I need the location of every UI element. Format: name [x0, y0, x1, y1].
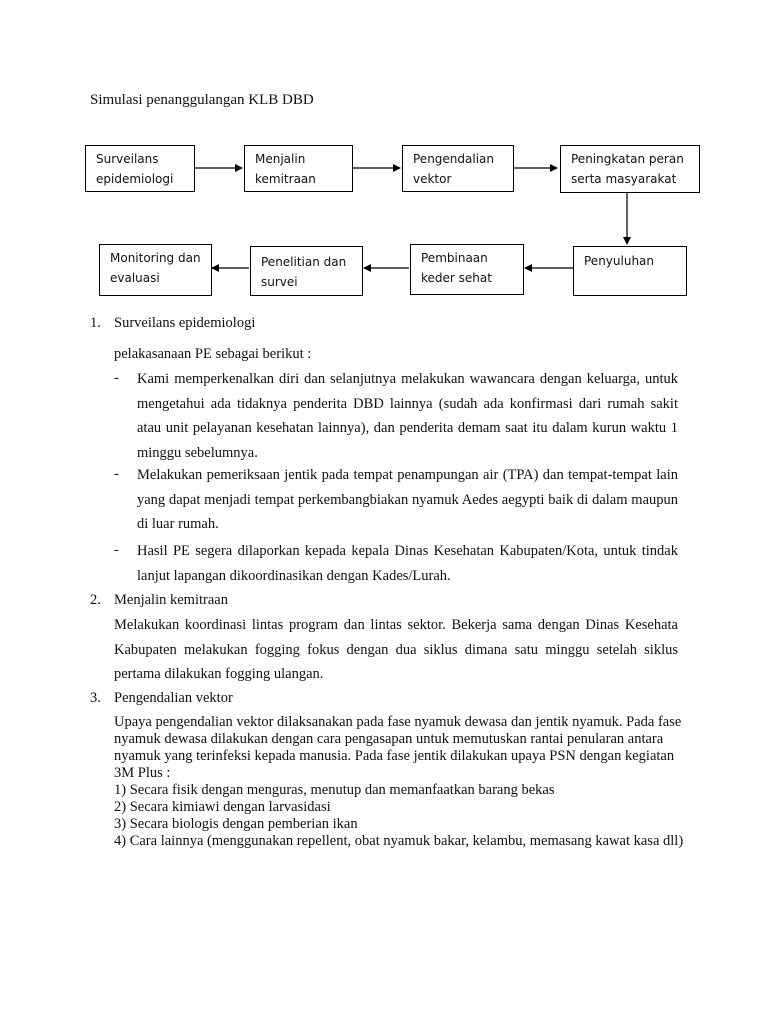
flow-box-kemitraan — [244, 145, 353, 192]
flow-box-line: kemitraan — [255, 172, 316, 186]
section-body: Melakukan koordinasi lintas program dan lintas sektor. Bekerja sama dengan Dinas Kesehata Kabupaten melakukan fogging fokus dengan dua siklus dimana satu minggu setelah siklus pertama dilakukan fogging ulangan. — [114, 617, 678, 682]
section-number: 3. — [90, 690, 101, 706]
section-number: 1. — [90, 315, 101, 331]
flow-box-line: Peningkatan peran — [571, 152, 684, 166]
section-intro: pelakasanaan PE sebagai berikut : — [114, 346, 312, 362]
bullet-text: Melakukan pemeriksaan jentik pada tempat penampungan air (TPA) dan tempat-tempat lain yang dapat menjadi tempat perkembangbiakan nyamuk Aedes aegypti baik di dalam maupun di luar rumah. — [137, 467, 678, 532]
list-item: 1) Secara fisik dengan menguras, menutup dan memanfaatkan barang bekas — [114, 782, 555, 798]
section-number: 2. — [90, 592, 101, 608]
flow-box-line: Pengendalian — [413, 152, 494, 166]
flow-box-line: Menjalin — [255, 152, 306, 166]
flow-box-line: survei — [261, 275, 298, 289]
bullet-text: Kami memperkenalkan diri dan selanjutnya melakukan wawancara dengan keluarga, untuk mengetahui ada tidaknya penderita DBD lainnya (sudah ada konfirmasi dari rumah sakit atau unit pelayanan kesehatan lainnya), dan penderita demam saat itu dalam kurun waktu 1 minggu sebelumnya. — [137, 371, 678, 461]
list-item: 2) Secara kimiawi dengan larvasidasi — [114, 799, 331, 815]
list-item: 3) Secara biologis dengan pemberian ikan — [114, 816, 358, 832]
flow-box-line: Penelitian dan — [261, 255, 347, 269]
flow-box-line: Surveilans — [96, 152, 159, 166]
page-title: Simulasi penanggulangan KLB DBD — [90, 92, 314, 108]
bullet-marker: - — [114, 466, 119, 482]
flow-box-peningkatan — [560, 145, 700, 193]
bullet-text: Hasil PE segera dilaporkan kepada kepala Dinas Kesehatan Kabupaten/Kota, untuk tindak lanjut lapangan dikoordinasikan dengan Kades/Lurah. — [137, 543, 678, 584]
flow-box-line: Penyuluhan — [584, 254, 655, 268]
bullet-marker: - — [114, 542, 119, 558]
section-heading: Surveilans epidemiologi — [114, 315, 256, 331]
flow-box-line: vektor — [413, 172, 452, 186]
flow-box-line: Pembinaan — [421, 251, 488, 265]
flow-box-penyuluhan — [573, 246, 687, 296]
flow-box-line: evaluasi — [110, 271, 160, 285]
flow-box-pembinaan — [410, 244, 524, 295]
flow-box-line: Monitoring dan — [110, 251, 201, 265]
list-item: 4) Cara lainnya (menggunakan repellent, obat nyamuk bakar, kelambu, memasang kawat kasa dll) — [114, 833, 684, 849]
section-body — [114, 714, 686, 850]
flow-box-penelitian — [250, 246, 363, 296]
flow-box-pengendalian — [402, 145, 514, 192]
flow-box-line: keder sehat — [421, 271, 492, 285]
section-heading: Menjalin kemitraan — [114, 592, 228, 608]
flow-box-line: epidemiologi — [96, 172, 174, 186]
section-heading: Pengendalian vektor — [114, 690, 233, 706]
flow-box-monitoring — [99, 244, 212, 296]
section-body-text: Upaya pengendalian vektor dilaksanakan pada fase nyamuk dewasa dan jentik nyamuk. Pada fase nyamuk dewasa dilakukan dengan cara pengasapan untuk memutuskan rantai penularan antara nyamuk yang terinfeksi kepada manusia. Pada fase jentik dilakukan upaya PSN dengan kegiatan 3M Plus : — [114, 714, 682, 781]
bullet-marker: - — [114, 370, 119, 386]
flow-box-line: serta masyarakat — [571, 172, 677, 186]
flow-box-surveilans — [85, 145, 195, 192]
